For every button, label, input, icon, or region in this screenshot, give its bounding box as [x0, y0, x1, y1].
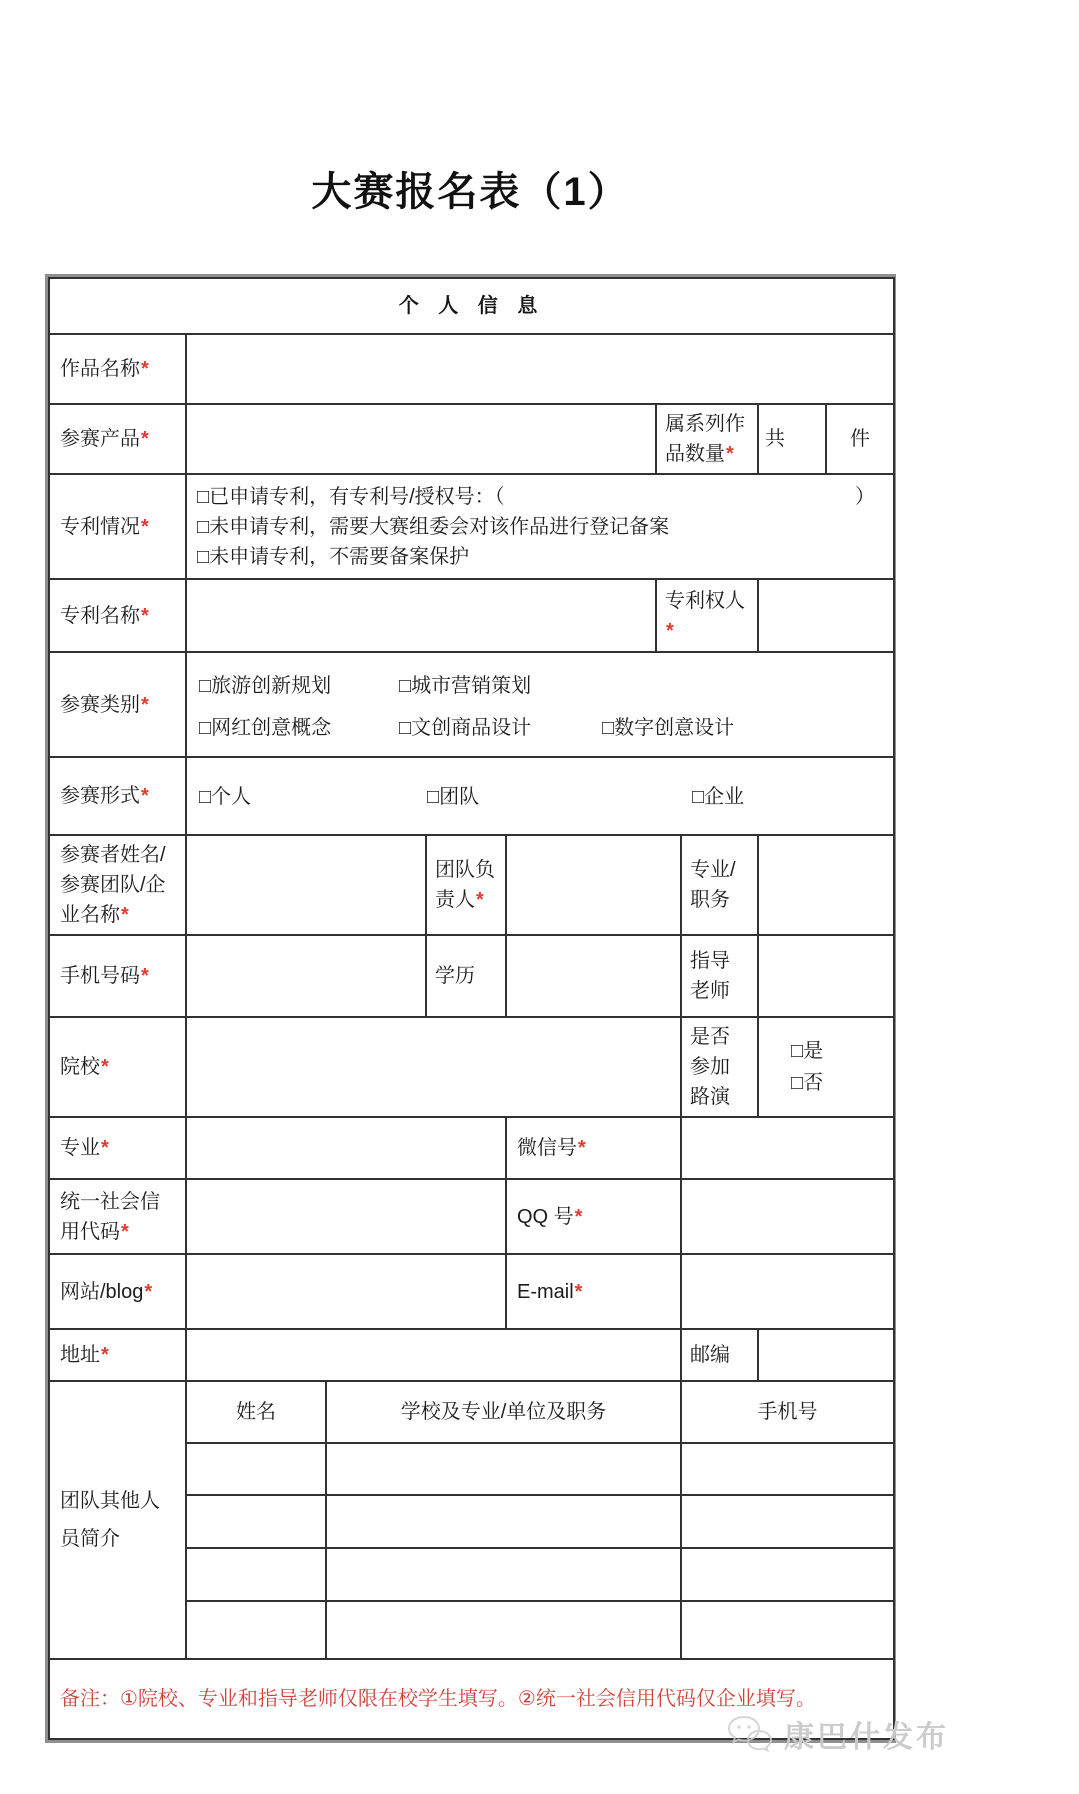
required-asterisk: * — [144, 1280, 153, 1303]
wechat-label: 微信号* — [506, 1117, 681, 1179]
website-label: 网站/blog* — [49, 1254, 186, 1329]
required-asterisk: * — [141, 965, 149, 987]
major-label: 专业* — [49, 1117, 186, 1179]
table-row — [49, 1329, 894, 1381]
category-options — [186, 652, 894, 757]
table-row — [49, 1017, 894, 1117]
checkbox-option-tourism-planning[interactable]: □旅游创新规划 — [199, 675, 332, 697]
team-leader-input-cell[interactable] — [506, 835, 681, 935]
page-title: 大赛报名表（1） — [311, 170, 630, 214]
registration-form-table — [45, 274, 896, 1743]
table-row — [49, 1117, 894, 1179]
roadshow-label: 是否参加路演 — [681, 1017, 758, 1117]
team-col-phone: 手机号 — [681, 1381, 894, 1443]
entry-form-label: 参赛形式* — [49, 757, 186, 835]
product-label: 参赛产品* — [49, 404, 186, 474]
required-asterisk: * — [121, 904, 129, 926]
table-row — [49, 652, 894, 757]
patent-name-input-cell[interactable] — [186, 579, 656, 652]
checkbox-option-patent-applied[interactable]: □已申请专利，有专利号/授权号：（ ） — [197, 485, 876, 508]
team-member-phone-cell[interactable] — [681, 1443, 894, 1495]
checkbox-option-patent-not-applied-register[interactable]: □未申请专利，需要大赛组委会对该作品进行登记备案 — [197, 515, 670, 538]
patent-status-label: 专利情况* — [49, 474, 186, 579]
table-row — [49, 1381, 894, 1443]
team-col-name: 姓名 — [186, 1381, 326, 1443]
zip-input-cell[interactable] — [758, 1329, 894, 1381]
checkbox-option-yes[interactable]: □是 — [791, 1040, 824, 1062]
team-member-name-cell[interactable] — [186, 1601, 326, 1659]
form-note: 备注：①院校、专业和指导老师仅限在校学生填写。②统一社会信用代码仅企业填写。 — [49, 1659, 894, 1739]
school-input-cell[interactable] — [186, 1017, 681, 1117]
entry-form-options — [186, 757, 894, 835]
required-asterisk: * — [141, 428, 149, 450]
required-asterisk: * — [476, 889, 484, 911]
required-asterisk: * — [578, 1137, 586, 1159]
team-col-school: 学校及专业/单位及职务 — [326, 1381, 681, 1443]
series-total-label: 共 — [758, 404, 826, 474]
team-member-name-cell[interactable] — [186, 1495, 326, 1548]
team-member-school-cell[interactable] — [326, 1548, 681, 1601]
required-asterisk: * — [121, 1220, 129, 1243]
series-count-label: 属系列作品数量* — [656, 404, 758, 474]
qq-label: QQ 号* — [506, 1179, 681, 1254]
team-member-name-cell[interactable] — [186, 1443, 326, 1495]
product-input-cell[interactable] — [186, 404, 656, 474]
series-unit-label: 件 — [826, 404, 894, 474]
table-row — [49, 334, 894, 404]
participant-name-input-cell[interactable] — [186, 835, 426, 935]
advisor-label: 指导老师 — [681, 935, 758, 1017]
checkbox-option-influencer-concept[interactable]: □网红创意概念 — [199, 717, 332, 739]
major-position-input-cell[interactable] — [758, 835, 894, 935]
patent-name-label: 专利名称* — [49, 579, 186, 652]
table-row — [49, 1254, 894, 1329]
table-row — [49, 474, 894, 579]
required-asterisk: * — [574, 1205, 583, 1228]
wechat-bubbles-icon — [726, 1713, 774, 1755]
team-member-phone-cell[interactable] — [681, 1548, 894, 1601]
major-position-label: 专业/职务 — [681, 835, 758, 935]
mobile-label: 手机号码* — [49, 935, 186, 1017]
table-row — [49, 1179, 894, 1254]
checkbox-option-city-marketing[interactable]: □城市营销策划 — [399, 675, 532, 697]
wechat-input-cell[interactable] — [681, 1117, 894, 1179]
team-member-school-cell[interactable] — [326, 1495, 681, 1548]
watermark — [726, 1712, 949, 1756]
required-asterisk: * — [141, 515, 149, 538]
required-asterisk: * — [726, 443, 734, 465]
website-input-cell[interactable] — [186, 1254, 506, 1329]
table-row — [49, 278, 894, 334]
checkbox-option-cultural-product-design[interactable]: □文创商品设计 — [399, 717, 532, 739]
work-name-label: 作品名称* — [49, 334, 186, 404]
qq-input-cell[interactable] — [681, 1179, 894, 1254]
team-leader-label: 团队负责人* — [426, 835, 506, 935]
required-asterisk: * — [101, 1056, 109, 1078]
patent-status-options — [186, 474, 894, 579]
required-asterisk: * — [574, 1280, 583, 1303]
patent-holder-label: 专利权人* — [656, 579, 758, 652]
team-member-phone-cell[interactable] — [681, 1601, 894, 1659]
roadshow-options — [758, 1017, 894, 1117]
watermark-text: 康巴什发布 — [784, 1721, 949, 1754]
team-member-school-cell[interactable] — [326, 1601, 681, 1659]
mobile-input-cell[interactable] — [186, 935, 426, 1017]
checkbox-option-digital-creative-design[interactable]: □数字创意设计 — [602, 717, 735, 739]
checkbox-option-no[interactable]: □否 — [791, 1072, 824, 1094]
credit-code-label: 统一社会信用代码* — [49, 1179, 186, 1254]
address-input-cell[interactable] — [186, 1329, 681, 1381]
required-asterisk: * — [141, 604, 149, 627]
required-asterisk: * — [141, 785, 149, 807]
participant-name-label: 参赛者姓名/参赛团队/企业名称* — [49, 835, 186, 935]
required-asterisk: * — [141, 358, 149, 380]
credit-code-input-cell[interactable] — [186, 1179, 506, 1254]
email-input-cell[interactable] — [681, 1254, 894, 1329]
major-input-cell[interactable] — [186, 1117, 506, 1179]
advisor-input-cell[interactable] — [758, 935, 894, 1017]
section-header-personal-info: 个 人 信 息 — [49, 278, 894, 334]
school-label: 院校* — [49, 1017, 186, 1117]
required-asterisk: * — [101, 1137, 109, 1159]
email-label: E-mail* — [506, 1254, 681, 1329]
team-member-phone-cell[interactable] — [681, 1495, 894, 1548]
checkbox-option-team[interactable]: □团队 — [427, 786, 480, 808]
required-asterisk: * — [101, 1344, 109, 1366]
checkbox-option-enterprise[interactable]: □企业 — [692, 786, 745, 808]
required-asterisk: * — [141, 693, 149, 716]
table-row — [49, 757, 894, 835]
checkbox-option-patent-not-applied-no-protect[interactable]: □未申请专利，不需要备案保护 — [197, 545, 470, 568]
category-label: 参赛类别* — [49, 652, 186, 757]
address-label: 地址* — [49, 1329, 186, 1381]
table-row — [49, 404, 894, 474]
team-member-name-cell[interactable] — [186, 1548, 326, 1601]
education-label: 学历 — [426, 935, 506, 1017]
patent-holder-input-cell[interactable] — [758, 579, 894, 652]
required-asterisk: * — [666, 619, 674, 642]
table-row — [49, 579, 894, 652]
work-name-input-cell[interactable] — [186, 334, 894, 404]
education-input-cell[interactable] — [506, 935, 681, 1017]
table-row — [49, 935, 894, 1017]
team-members-label: 团队其他人员简介 — [49, 1381, 186, 1659]
table-row — [49, 835, 894, 935]
team-member-school-cell[interactable] — [326, 1443, 681, 1495]
checkbox-option-individual[interactable]: □个人 — [199, 786, 252, 808]
zip-label: 邮编 — [681, 1329, 758, 1381]
